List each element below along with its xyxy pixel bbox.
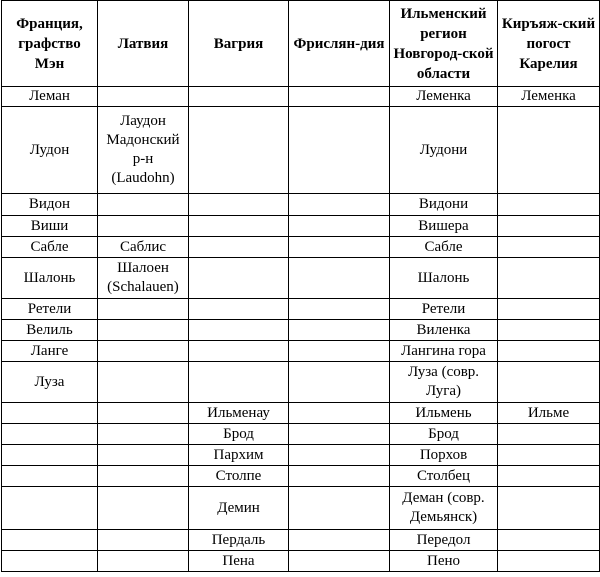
table-cell: Лудон <box>2 107 98 194</box>
table-cell <box>498 487 600 530</box>
table-cell <box>98 445 189 466</box>
table-cell <box>498 466 600 487</box>
table-row <box>2 551 600 572</box>
column-header-kiryazh-pogost: Киръяж-ский погост Карелия <box>498 1 600 87</box>
table-cell: Леменка <box>498 87 600 107</box>
table-row <box>2 194 600 216</box>
table-row <box>2 530 600 551</box>
table-cell <box>498 362 600 403</box>
table-cell: Леменка <box>390 87 498 107</box>
table-cell: Ретели <box>2 299 98 320</box>
table-cell <box>98 362 189 403</box>
table-row <box>2 87 600 107</box>
table-cell <box>2 466 98 487</box>
table-cell <box>189 362 289 403</box>
table-cell: Видони <box>390 194 498 216</box>
table-row <box>2 362 600 403</box>
table-cell <box>289 362 390 403</box>
table-cell: Лаудон Мадонский р-н (Laudohn) <box>98 107 189 194</box>
table-cell <box>289 424 390 445</box>
table-cell <box>189 107 289 194</box>
table-cell <box>498 551 600 572</box>
table-cell <box>498 237 600 258</box>
table-cell: Шалоен (Schalauen) <box>98 258 189 299</box>
table-cell: Велиль <box>2 320 98 341</box>
table-cell <box>2 530 98 551</box>
table-cell: Саблис <box>98 237 189 258</box>
table-cell <box>498 194 600 216</box>
table-cell: Лудони <box>390 107 498 194</box>
table-cell: Леман <box>2 87 98 107</box>
table-cell <box>289 466 390 487</box>
table-cell <box>498 216 600 237</box>
table-cell <box>2 403 98 424</box>
table-cell: Видон <box>2 194 98 216</box>
table-cell <box>289 551 390 572</box>
table-cell: Луза <box>2 362 98 403</box>
table-cell <box>289 216 390 237</box>
table-cell <box>189 237 289 258</box>
table-cell: Ильменау <box>189 403 289 424</box>
table-cell <box>98 341 189 362</box>
table-cell <box>2 551 98 572</box>
table-cell <box>98 216 189 237</box>
column-header-france: Франция, графство Мэн <box>2 1 98 87</box>
table-cell <box>498 341 600 362</box>
table-cell: Ильмень <box>390 403 498 424</box>
table-cell <box>498 530 600 551</box>
table-cell <box>2 487 98 530</box>
table-cell <box>98 530 189 551</box>
table-row <box>2 107 600 194</box>
table-cell <box>98 87 189 107</box>
table-row <box>2 403 600 424</box>
table-cell <box>289 258 390 299</box>
table-cell <box>289 403 390 424</box>
table-cell: Брод <box>189 424 289 445</box>
table-cell <box>498 107 600 194</box>
table-cell <box>498 320 600 341</box>
table-cell <box>98 424 189 445</box>
table-cell: Лангина гора <box>390 341 498 362</box>
table-cell: Вишера <box>390 216 498 237</box>
table-cell <box>98 466 189 487</box>
table-cell <box>289 320 390 341</box>
table-cell: Столпе <box>189 466 289 487</box>
table-cell <box>98 551 189 572</box>
table-cell: Брод <box>390 424 498 445</box>
table-row <box>2 424 600 445</box>
table-cell <box>498 424 600 445</box>
table-row <box>2 216 600 237</box>
column-header-friesland: Фрислян-дия <box>289 1 390 87</box>
table-row <box>2 299 600 320</box>
table-cell <box>189 216 289 237</box>
table-cell: Порхов <box>390 445 498 466</box>
table-cell: Ланге <box>2 341 98 362</box>
table-cell <box>498 258 600 299</box>
table-row <box>2 320 600 341</box>
column-header-ilmen-region: Ильменский регион Новгород-ской области <box>390 1 498 87</box>
table-cell: Столбец <box>390 466 498 487</box>
table-cell: Шалонь <box>2 258 98 299</box>
table-cell <box>498 445 600 466</box>
table-cell <box>189 87 289 107</box>
table-cell <box>98 194 189 216</box>
table-row <box>2 445 600 466</box>
column-header-wagria: Вагрия <box>189 1 289 87</box>
table-row <box>2 487 600 530</box>
table-cell <box>98 403 189 424</box>
table-cell <box>289 194 390 216</box>
table-cell <box>289 237 390 258</box>
table-cell <box>289 341 390 362</box>
table-cell <box>498 299 600 320</box>
table-row <box>2 341 600 362</box>
table-row <box>2 237 600 258</box>
table-cell: Виленка <box>390 320 498 341</box>
table-row <box>2 466 600 487</box>
table-cell: Шалонь <box>390 258 498 299</box>
table-cell: Сабле <box>2 237 98 258</box>
table-cell <box>189 299 289 320</box>
table-cell <box>289 445 390 466</box>
header-row <box>2 1 600 87</box>
table-cell: Ретели <box>390 299 498 320</box>
table-cell: Деман (совр. Демьянск) <box>390 487 498 530</box>
table-cell <box>189 320 289 341</box>
column-header-latvia: Латвия <box>98 1 189 87</box>
table-cell <box>189 194 289 216</box>
table-cell: Сабле <box>390 237 498 258</box>
table-cell <box>289 299 390 320</box>
table-cell <box>2 424 98 445</box>
table-cell: Пена <box>189 551 289 572</box>
table-cell <box>189 341 289 362</box>
table-cell: Пархим <box>189 445 289 466</box>
table-cell <box>98 487 189 530</box>
table-cell: Пердаль <box>189 530 289 551</box>
table-cell <box>2 445 98 466</box>
comparison-table <box>1 0 600 572</box>
table-cell <box>289 87 390 107</box>
table-cell <box>289 107 390 194</box>
table-cell: Пено <box>390 551 498 572</box>
table-cell: Демин <box>189 487 289 530</box>
table-cell <box>98 299 189 320</box>
table-row <box>2 258 600 299</box>
table-cell: Виши <box>2 216 98 237</box>
table-cell: Луза (совр. Луга) <box>390 362 498 403</box>
table-cell: Ильме <box>498 403 600 424</box>
table-cell <box>289 487 390 530</box>
table-cell <box>289 530 390 551</box>
table-cell <box>189 258 289 299</box>
table-cell <box>98 320 189 341</box>
table-cell: Передол <box>390 530 498 551</box>
